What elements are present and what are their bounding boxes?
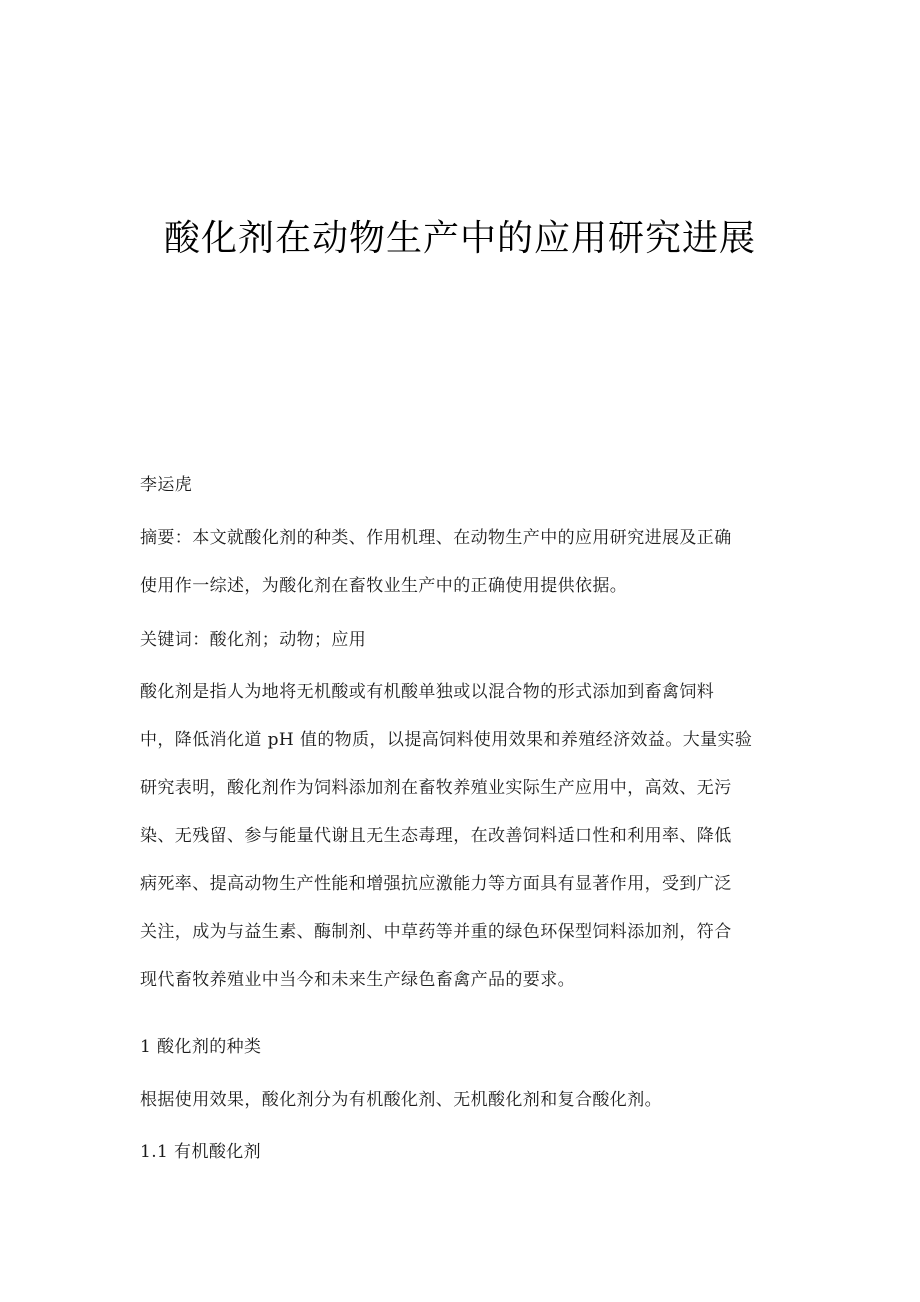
section-1-paragraph-text: 根据使用效果，酸化剂分为有机酸化剂、无机酸化剂和复合酸化剂。 [140, 1090, 662, 1110]
intro-line: 现代畜牧养殖业中当今和未来生产绿色畜禽产品的要求。 [140, 970, 575, 990]
abstract-line-1: 摘要：本文就酸化剂的种类、作用机理、在动物生产中的应用研究进展及正确 [140, 528, 732, 548]
section-1-paragraph [140, 1076, 780, 1124]
document-title: 酸化剂在动物生产中的应用研究进展 [163, 218, 756, 259]
intro-line: 病死率、提高动物生产性能和增强抗应激能力等方面具有显著作用，受到广泛 [140, 874, 732, 894]
intro-line: 研究表明，酸化剂作为饲料添加剂在畜牧养殖业实际生产应用中，高效、无污 [140, 778, 732, 798]
author-name [140, 461, 780, 509]
intro-line: 酸化剂是指人为地将无机酸或有机酸单独或以混合物的形式添加到畜禽饲料 [140, 682, 715, 702]
keywords-text: 关键词：酸化剂；动物；应用 [140, 630, 367, 650]
author-line: 李运虎 [140, 475, 193, 495]
intro-line: 中，降低消化道 pH 值的物质，以提高饲料使用效果和养殖经济效益。大量实验 [140, 730, 753, 750]
section-1-heading-text: 1 酸化剂的种类 [140, 1037, 262, 1057]
section-1-1-heading-text: 1.1 有机酸化剂 [140, 1142, 262, 1162]
section-1-heading [140, 1023, 780, 1071]
section-1-1-heading [140, 1128, 780, 1176]
intro-line: 关注，成为与益生素、酶制剂、中草药等并重的绿色环保型饲料添加剂，符合 [140, 922, 732, 942]
keywords-line [140, 616, 780, 664]
intro-line: 染、无残留、参与能量代谢且无生态毒理，在改善饲料适口性和利用率、降低 [140, 826, 732, 846]
intro-paragraph [140, 668, 780, 1004]
abstract-line-2: 使用作一综述，为酸化剂在畜牧业生产中的正确使用提供依据。 [140, 576, 628, 596]
abstract-paragraph [140, 514, 780, 610]
